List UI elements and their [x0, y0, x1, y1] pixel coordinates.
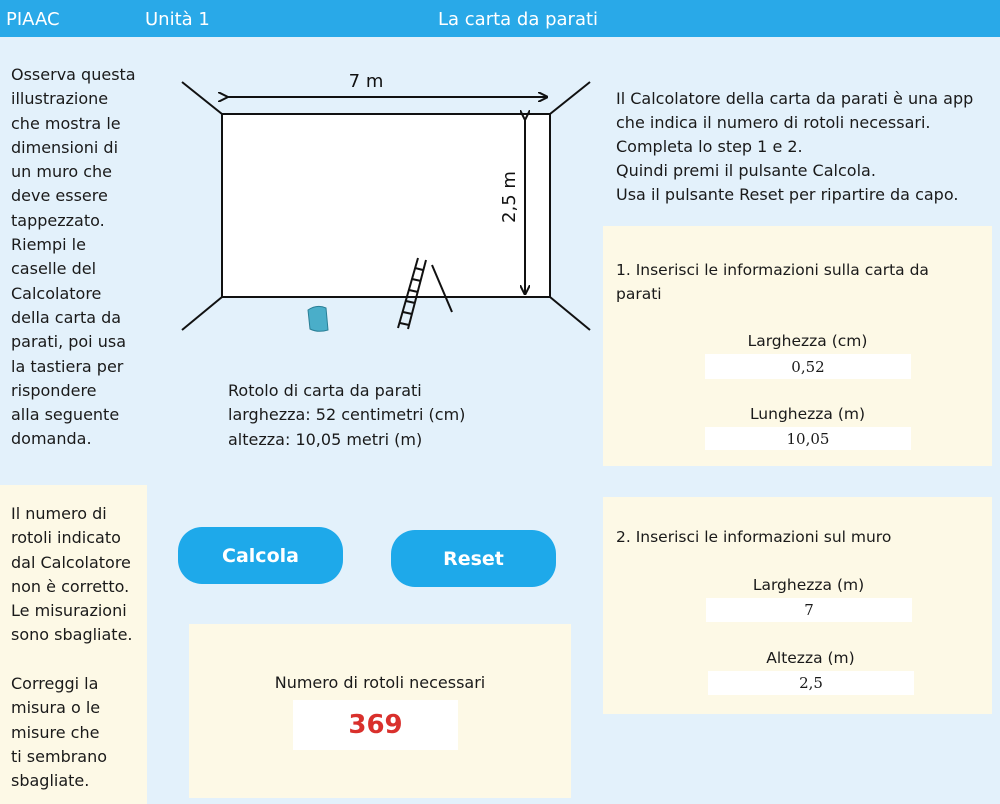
instruction-line: deve essere — [11, 186, 108, 206]
question-line: non è corretto. — [11, 576, 130, 596]
calculate-button[interactable]: Calcola — [178, 527, 343, 584]
instruction-line: parati, poi usa — [11, 332, 126, 352]
result-label: Numero di rotoli necessari — [274, 673, 486, 692]
paper-length-input[interactable] — [705, 427, 911, 450]
step1-title-line: parati — [616, 285, 662, 304]
page-title: La carta da parati — [438, 9, 599, 30]
wallpaper-roll-icon — [308, 306, 328, 331]
paper-width-input[interactable] — [705, 354, 911, 379]
instruction-line: della carta da — [11, 307, 122, 327]
description-line: che indica il numero di rotoli necessari. — [616, 113, 931, 132]
roll-info-line: Rotolo di carta da parati — [228, 381, 422, 400]
instruction-line: illustrazione — [11, 89, 109, 109]
paper-width-label: Larghezza (cm) — [747, 332, 868, 350]
step1-title — [616, 258, 986, 307]
wall-height-label: Altezza (m) — [766, 649, 855, 667]
corner-line — [182, 297, 222, 330]
question-line: rotoli indicato — [11, 528, 121, 548]
width-dimension-label: 7 m — [348, 71, 384, 92]
description-line: Il Calcolatore della carta da parati è una app — [616, 89, 974, 108]
question-line: ti sembrano — [11, 746, 108, 766]
app-description — [616, 87, 1000, 207]
result-value: 369 — [293, 700, 458, 750]
instruction-line: alla seguente — [11, 405, 120, 425]
result-panel — [189, 624, 571, 798]
question-line: Correggi la — [11, 674, 99, 693]
question-line: sbagliate. — [11, 771, 90, 791]
header-bar — [0, 0, 1000, 37]
instruction-line: dimensioni di — [11, 137, 119, 157]
question-line: misure che — [11, 722, 100, 742]
instruction-line: caselle del — [11, 259, 97, 279]
instruction-line: Riempi le — [11, 235, 86, 255]
question-line: Le misurazioni — [11, 601, 127, 621]
wall-illustration — [170, 60, 600, 350]
corner-line — [550, 82, 590, 114]
question-paragraph-1 — [11, 502, 145, 648]
description-line: Quindi premi il pulsante Calcola. — [616, 161, 876, 180]
roll-info — [228, 379, 558, 452]
step2-panel — [603, 497, 992, 714]
instruction-line: la tastiera per — [11, 356, 124, 376]
paper-length-label: Lunghezza (m) — [749, 405, 866, 423]
wall-height-input[interactable] — [708, 671, 914, 695]
roll-info-line: altezza: 10,05 metri (m) — [228, 429, 423, 449]
reset-button[interactable]: Reset — [391, 530, 556, 587]
question-panel — [0, 485, 147, 804]
instruction-line: rispondere — [11, 380, 97, 400]
instruction-line: Osserva questa — [11, 65, 136, 84]
description-line: Completa lo step 1 e 2. — [616, 137, 803, 156]
instruction-line: tappezzato. — [11, 210, 105, 230]
instruction-line: Calcolatore — [11, 283, 102, 303]
wall-width-label: Larghezza (m) — [752, 576, 865, 594]
corner-line — [182, 82, 222, 114]
step1-panel — [603, 226, 992, 466]
corner-line — [550, 297, 590, 330]
brand-label: PIAAC — [6, 9, 60, 30]
instruction-line: domanda. — [11, 429, 92, 449]
question-line: Il numero di — [11, 504, 107, 523]
question-line: dal Calcolatore — [11, 552, 131, 572]
instructions-left — [11, 63, 146, 452]
question-line: sono sbagliate. — [11, 625, 133, 645]
step2-title: 2. Inserisci le informazioni sul muro — [616, 528, 892, 546]
wall-width-input[interactable] — [706, 598, 912, 622]
unit-label: Unità 1 — [145, 9, 210, 30]
roll-info-line: larghezza: 52 centimetri (cm) — [228, 405, 466, 425]
instruction-line: che mostra le — [11, 113, 121, 133]
step1-title-line: 1. Inserisci le informazioni sulla carta da — [616, 261, 929, 279]
question-paragraph-2 — [11, 672, 145, 793]
description-line: Usa il pulsante Reset per ripartire da capo. — [616, 185, 959, 204]
question-line: misura o le — [11, 698, 101, 718]
instruction-line: un muro che — [11, 162, 112, 182]
height-dimension-label: 2,5 m — [499, 171, 520, 223]
